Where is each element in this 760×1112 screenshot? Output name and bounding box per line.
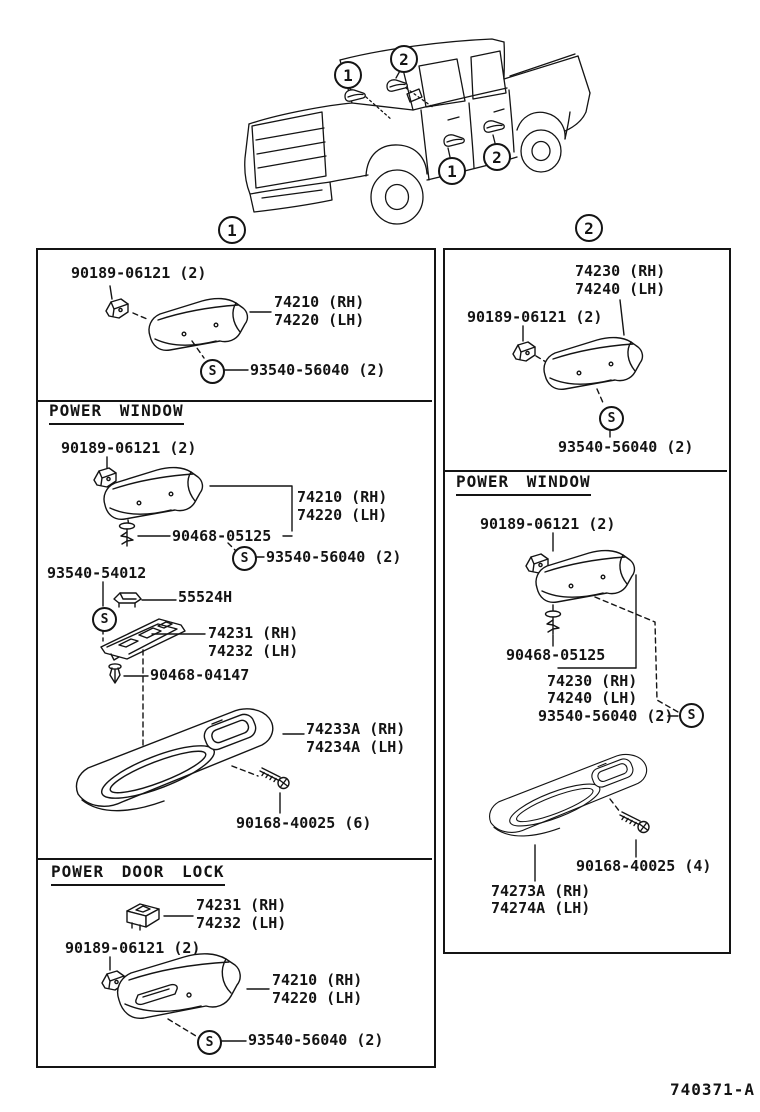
part-label-bracket: 55524H [178,588,233,606]
screw-symbol [200,359,225,384]
part-label-armrest-rh: 74210 (RH) [297,488,388,506]
callout-digit: 1 [227,220,237,240]
part-label-screw: 93540-56040 (2) [538,707,674,725]
part-label-screw: 93540-56040 (2) [248,1031,384,1049]
screw-symbol-letter: S [100,612,109,627]
part-label-screw3: 90168-40025 (6) [236,814,372,832]
screw-symbol-letter: S [240,551,249,566]
part-label-screw: 93540-56040 (2) [250,361,386,379]
part-label-armrest-rh: 74210 (RH) [272,971,363,989]
part-label-clip: 90189-06121 (2) [71,264,207,282]
part-label-base-rh: 74273A (RH) [491,882,591,900]
part-label-armrest-lh: 74220 (LH) [272,989,363,1007]
part-label-grommet: 90468-05125 [506,646,606,664]
callout-digit: 1 [447,161,457,181]
screw-symbol [679,703,704,728]
section-header-power-window-1: POWER WINDOW [49,401,184,425]
section-header-power-door-lock: POWER DOOR LOCK [51,862,225,886]
part-label-switch-rh: 74231 (RH) [196,896,287,914]
part-label-base-lh: 74234A (LH) [306,738,406,756]
part-label-base-rh: 74233A (RH) [306,720,406,738]
part-label-clip: 90189-06121 (2) [467,308,603,326]
screw-symbol [232,546,257,571]
callout-digit: 1 [343,65,353,85]
part-label-screw: 93540-56040 (2) [266,548,402,566]
car-callout-1-door [438,157,466,185]
car-callout-2-door [483,143,511,171]
vehicle-illustration [245,39,590,224]
screw-symbol [197,1030,222,1055]
car-callout-2-rear [390,45,418,73]
box1-callout-1 [218,216,246,244]
part-label-armrest-lh: 74220 (LH) [297,506,388,524]
part-label-screw2: 93540-54012 [47,564,147,582]
screw-symbol-letter: S [687,708,696,723]
screw-symbol-letter: S [208,364,217,379]
part-label-clip: 90189-06121 (2) [61,439,197,457]
part-label-switch-lh: 74232 (LH) [208,642,299,660]
part-label-screw: 93540-56040 (2) [558,438,694,456]
part-label-armrest-rh: 74230 (RH) [575,262,666,280]
screw-symbol-letter: S [205,1035,214,1050]
part-label-clip2: 90468-04147 [150,666,250,684]
part-label-clip: 90189-06121 (2) [480,515,616,533]
section-header-power-window-2: POWER WINDOW [456,472,591,496]
screw-symbol-letter: S [607,411,616,426]
callout-digit: 2 [584,218,594,238]
part-label-switch-rh: 74231 (RH) [208,624,299,642]
callout-digit: 2 [492,147,502,167]
part-label-grommet: 90468-05125 [172,527,272,545]
box2-callout-2 [575,214,603,242]
part-label-screw2: 90168-40025 (4) [576,857,712,875]
part-label-switch-lh: 74232 (LH) [196,914,287,932]
part-label-armrest-lh: 74240 (LH) [575,280,666,298]
car-callout-1-front [334,61,362,89]
figure-number: 740371-A [670,1080,756,1099]
screw-symbol [599,406,624,431]
part-label-base-lh: 74274A (LH) [491,899,591,917]
part-label-clip: 90189-06121 (2) [65,939,201,957]
part-label-armrest-rh: 74210 (RH) [274,293,365,311]
part-label-armrest-lh: 74240 (LH) [547,689,638,707]
callout-digit: 2 [399,49,409,69]
screw-symbol [92,607,117,632]
part-label-armrest-lh: 74220 (LH) [274,311,365,329]
box1-top-section-drawing [106,286,271,370]
part-label-armrest-rh: 74230 (RH) [547,672,638,690]
